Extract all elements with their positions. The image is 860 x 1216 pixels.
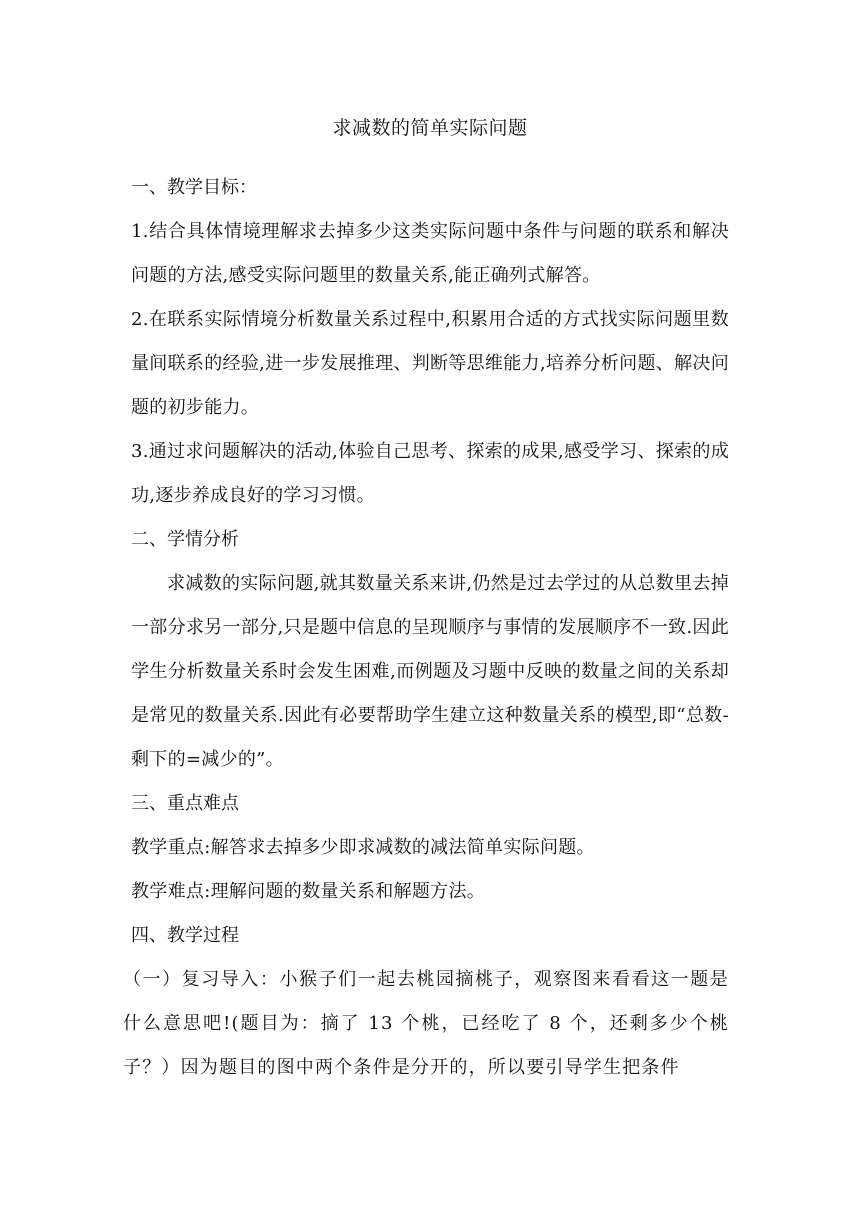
section-heading-process: 四、教学过程 [131, 925, 239, 946]
difficulty-text: 教学难点:理解问题的数量关系和解题方法。 [131, 881, 486, 902]
section-heading-key-points: 三、重点难点 [131, 793, 239, 814]
objective-item-2: 2.在联系实际情境分析数量关系过程中,积累用合适的方式找实际问题里数量间联系的经验,进一步发展推理、判断等思维能力,培养分析问题、解决问题的初步能力。 [131, 309, 729, 418]
section-heading-objectives: 一、教学目标： [131, 177, 257, 198]
document-title: 求减数的简单实际问题 [332, 117, 528, 139]
objective-item-3: 3.通过求问题解决的活动,体验自己思考、探索的成果,感受学习、探索的成功,逐步养成良好的学习习惯。 [131, 441, 729, 506]
objective-item-1: 1.结合具体情境理解求去掉多少这类实际问题中条件与问题的联系和解决问题的方法,感受实际问题里的数量关系,能正确列式解答。 [131, 221, 729, 286]
document-body [123, 115, 729, 1090]
analysis-paragraph: 求减数的实际问题,就其数量关系来讲,仍然是过去学过的从总数里去掉一部分求另一部分,只是题中信息的呈现顺序与事情的发展顺序不一致.因此学生分析数量关系时会发生困难,而例题及习题中反映的数量之间的关系却是常见的数量关系.因此有必要帮助学生建立这种数量关系的模型,即“总数-剩下的=减少的”。 [131, 573, 729, 770]
key-point-text: 教学重点:解答求去掉多少即求减数的减法简单实际问题。 [131, 837, 595, 858]
process-step-1: （一）复习导入：小猴子们一起去桃园摘桃子，观察图来看看这一题是什么意思吧!(题目为：摘了 13 个桃，已经吃了 8 个，还剩多少个桃子？）因为题目的图中两个条件是分开的，所以要引导学生把条件 [123, 969, 729, 1078]
section-heading-analysis: 二、学情分析 [131, 529, 239, 550]
